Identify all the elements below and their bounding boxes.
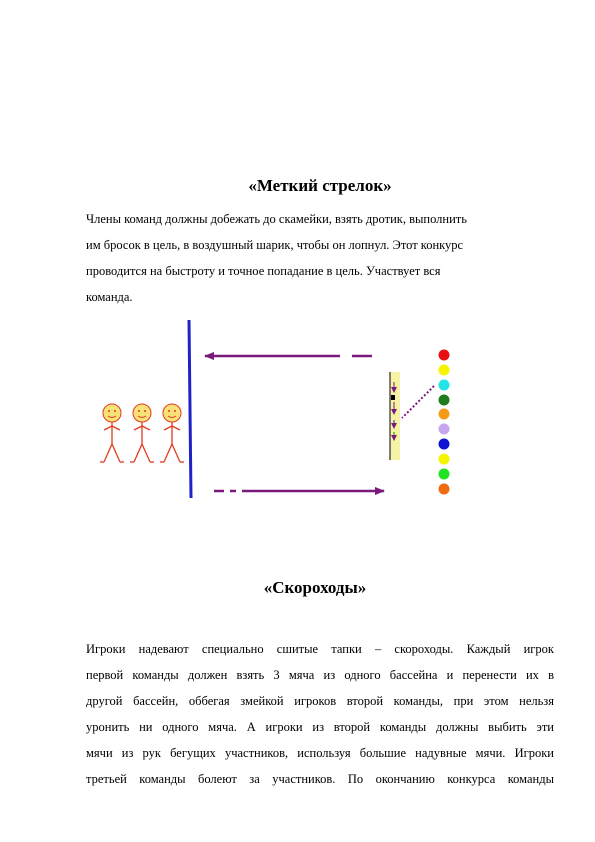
balloon	[439, 484, 450, 495]
section-text-accurate-shooter	[86, 206, 526, 310]
text-line: Игроки надевают специально сшитые тапки – скороходы. Каждый игрок	[86, 642, 554, 656]
target-board	[390, 372, 400, 460]
balloons-column	[439, 350, 450, 495]
stick-figure	[160, 404, 184, 462]
text-line: команда.	[86, 290, 133, 304]
balloon	[439, 365, 450, 376]
text-line: другой бассейн, оббегая змейкой игроков второй команды, при этом нельзя	[86, 694, 554, 708]
balloon	[439, 424, 450, 435]
balloon	[439, 395, 450, 406]
balloon	[439, 469, 450, 480]
balloon	[439, 439, 450, 450]
section-title-fast-walkers: «Скороходы»	[263, 578, 367, 597]
balloon	[439, 350, 450, 361]
text-line: мячи из рук бегущих участников, используя большие надувные мячи. Игроки	[86, 746, 554, 760]
balloon	[439, 409, 450, 420]
text-line: первой команды должен взять 3 мяча из одного бассейна и перенести их в	[86, 668, 554, 682]
text-line: уронить ни одного мяча. А игроки из второй команды должны выбить эти	[86, 720, 554, 734]
relay-diagram	[0, 310, 595, 510]
start-line	[189, 320, 191, 498]
stick-figure	[130, 404, 154, 462]
stick-figure	[100, 404, 124, 462]
dart-throw-line	[402, 386, 434, 418]
section-text-fast-walkers	[86, 636, 554, 792]
balloon	[439, 454, 450, 465]
balloon	[439, 380, 450, 391]
text-line: им бросок в цель, в воздушный шарик, чтобы он лопнул. Этот конкурс	[86, 238, 464, 252]
text-line: третьей команды болеют за участников. По окончанию конкурса команды	[86, 772, 554, 786]
text-line: проводится на быстроту и точное попадание в цель. Участвует вся	[86, 264, 441, 278]
text-line: Члены команд должны добежать до скамейки, взять дротик, выполнить	[86, 212, 467, 226]
section-title-accurate-shooter: «Меткий стрелок»	[248, 176, 392, 195]
